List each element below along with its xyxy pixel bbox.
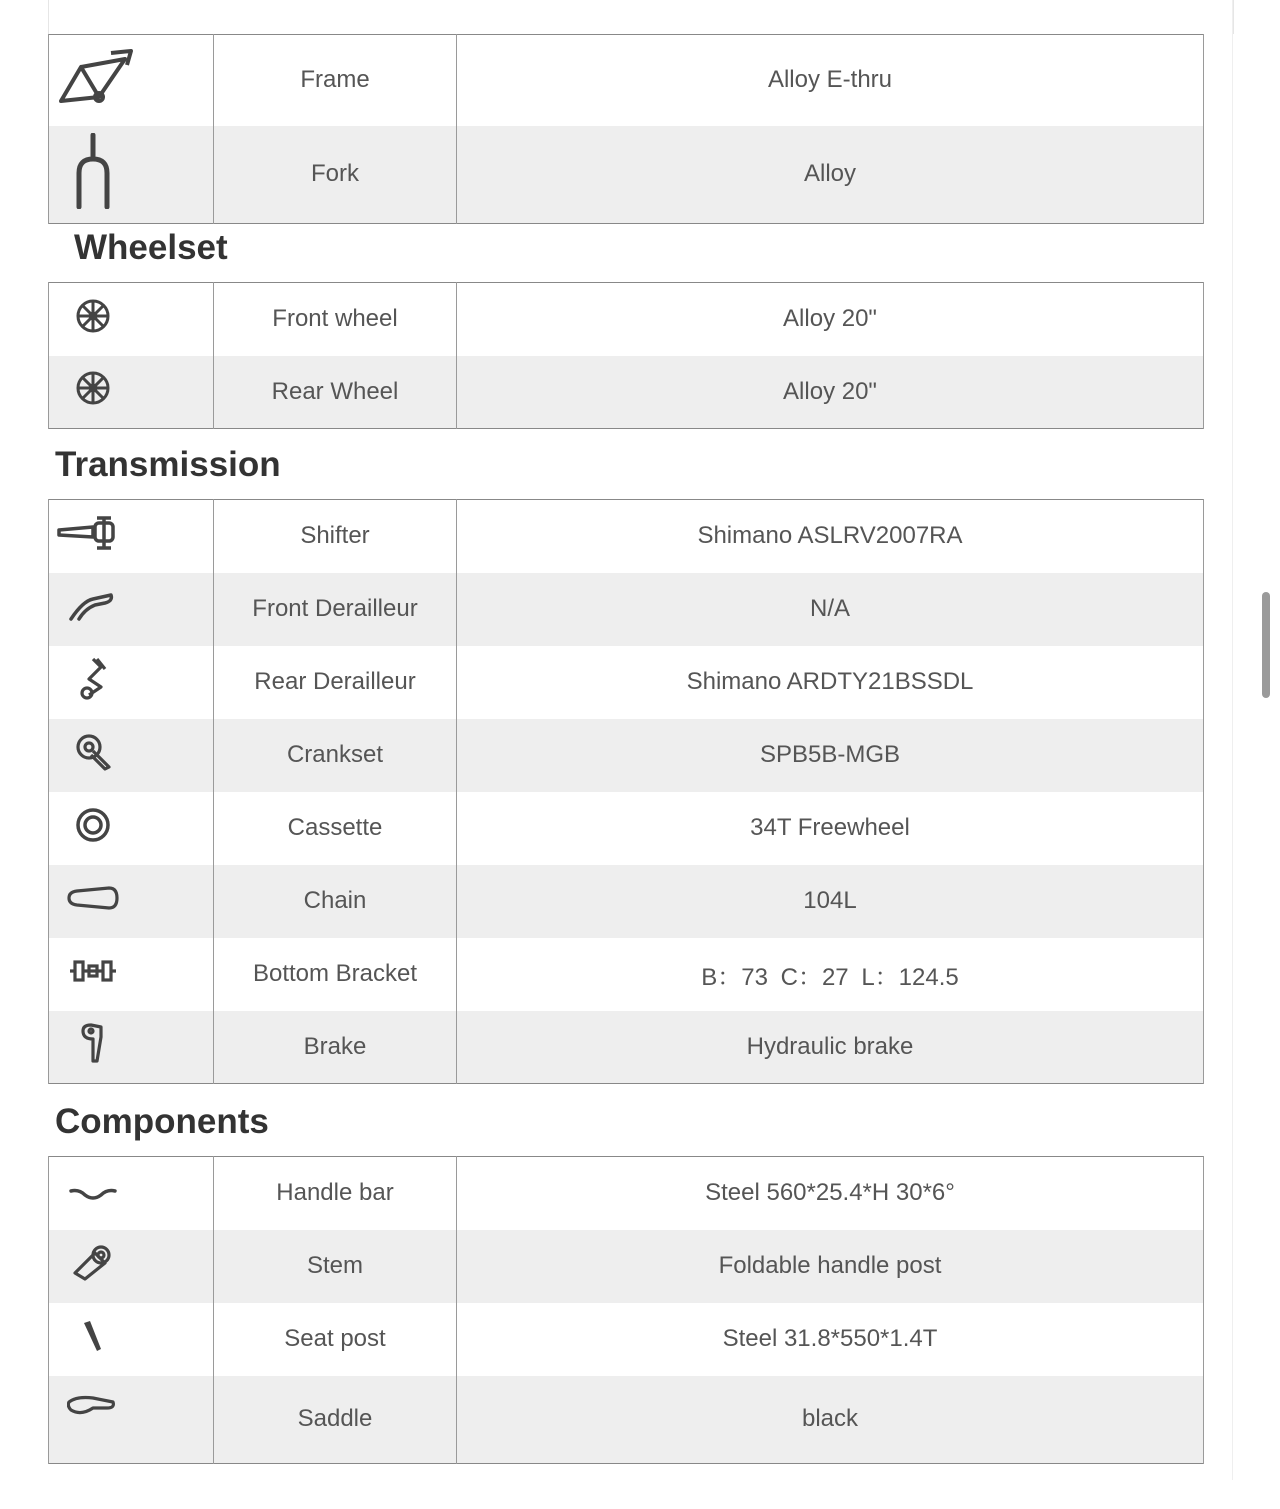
table-row <box>49 1376 1204 1464</box>
frame-icon <box>59 49 133 112</box>
chain-icon <box>67 885 119 918</box>
seatpost-icon <box>81 1319 105 1360</box>
spec-value: Alloy <box>457 126 1204 224</box>
spec-value: 104L <box>457 865 1204 938</box>
wheelset-table <box>48 282 1204 429</box>
spec-name: Chain <box>214 865 457 938</box>
wheel-icon <box>75 370 111 413</box>
spec-value: 34T Freewheel <box>457 792 1204 865</box>
table-row <box>49 573 1204 646</box>
spec-value: B：73 C：27 L：124.5 <box>457 938 1204 1011</box>
saddle-icon <box>67 1394 117 1425</box>
spec-value: black <box>457 1376 1204 1464</box>
spec-name: Shifter <box>214 500 457 573</box>
spec-name: Front Derailleur <box>214 573 457 646</box>
spec-name: Saddle <box>214 1376 457 1464</box>
fork-icon <box>73 133 113 216</box>
spec-name: Stem <box>214 1230 457 1303</box>
spec-name: Bottom Bracket <box>214 938 457 1011</box>
spec-name: Rear Wheel <box>214 356 457 429</box>
wheel-icon <box>75 298 111 341</box>
rear-derailleur-icon <box>79 657 109 708</box>
spec-value: Steel 31.8*550*1.4T <box>457 1303 1204 1376</box>
brake-icon <box>79 1023 107 1070</box>
spec-name: Brake <box>214 1011 457 1084</box>
spec-value: Alloy 20" <box>457 356 1204 429</box>
page-edge <box>1232 0 1233 1480</box>
cassette-icon <box>75 807 111 850</box>
spec-value: Alloy E-thru <box>457 35 1204 126</box>
section-title-wheelset: Wheelset <box>74 228 228 267</box>
table-row <box>49 1011 1204 1084</box>
stem-icon <box>73 1245 113 1288</box>
spec-value: Steel 560*25.4*H 30*6° <box>457 1157 1204 1230</box>
table-row <box>49 1157 1204 1230</box>
table-row <box>49 1230 1204 1303</box>
spec-value: N/A <box>457 573 1204 646</box>
table-row <box>49 719 1204 792</box>
frame-table <box>48 34 1204 224</box>
table-row <box>49 35 1204 126</box>
top-divider <box>48 0 1234 34</box>
table-row <box>49 938 1204 1011</box>
spec-name: Front wheel <box>214 283 457 356</box>
transmission-table <box>48 499 1204 1084</box>
spec-name: Rear Derailleur <box>214 646 457 719</box>
spec-value: Shimano ARDTY21BSSDL <box>457 646 1204 719</box>
table-row <box>49 1303 1204 1376</box>
spec-name: Handle bar <box>214 1157 457 1230</box>
table-row <box>49 126 1204 224</box>
spec-name: Crankset <box>214 719 457 792</box>
bottom-bracket-icon <box>69 958 117 991</box>
spec-value: Foldable handle post <box>457 1230 1204 1303</box>
shifter-icon <box>57 516 119 557</box>
spec-value: Shimano ASLRV2007RA <box>457 500 1204 573</box>
crankset-icon <box>75 733 113 778</box>
spec-value: Alloy 20" <box>457 283 1204 356</box>
spec-value: Hydraulic brake <box>457 1011 1204 1084</box>
spec-name: Seat post <box>214 1303 457 1376</box>
vertical-scrollbar[interactable] <box>1262 592 1270 698</box>
spec-name: Cassette <box>214 792 457 865</box>
table-row <box>49 356 1204 429</box>
table-row <box>49 500 1204 573</box>
table-row <box>49 283 1204 356</box>
section-title-transmission: Transmission <box>55 445 281 484</box>
table-row <box>49 865 1204 938</box>
spec-name: Fork <box>214 126 457 224</box>
spec-value: SPB5B-MGB <box>457 719 1204 792</box>
handlebar-icon <box>69 1180 117 1208</box>
section-title-components: Components <box>55 1102 269 1141</box>
spec-name: Frame <box>214 35 457 126</box>
front-derailleur-icon <box>69 591 115 628</box>
table-row <box>49 646 1204 719</box>
table-row <box>49 792 1204 865</box>
components-table <box>48 1156 1204 1464</box>
